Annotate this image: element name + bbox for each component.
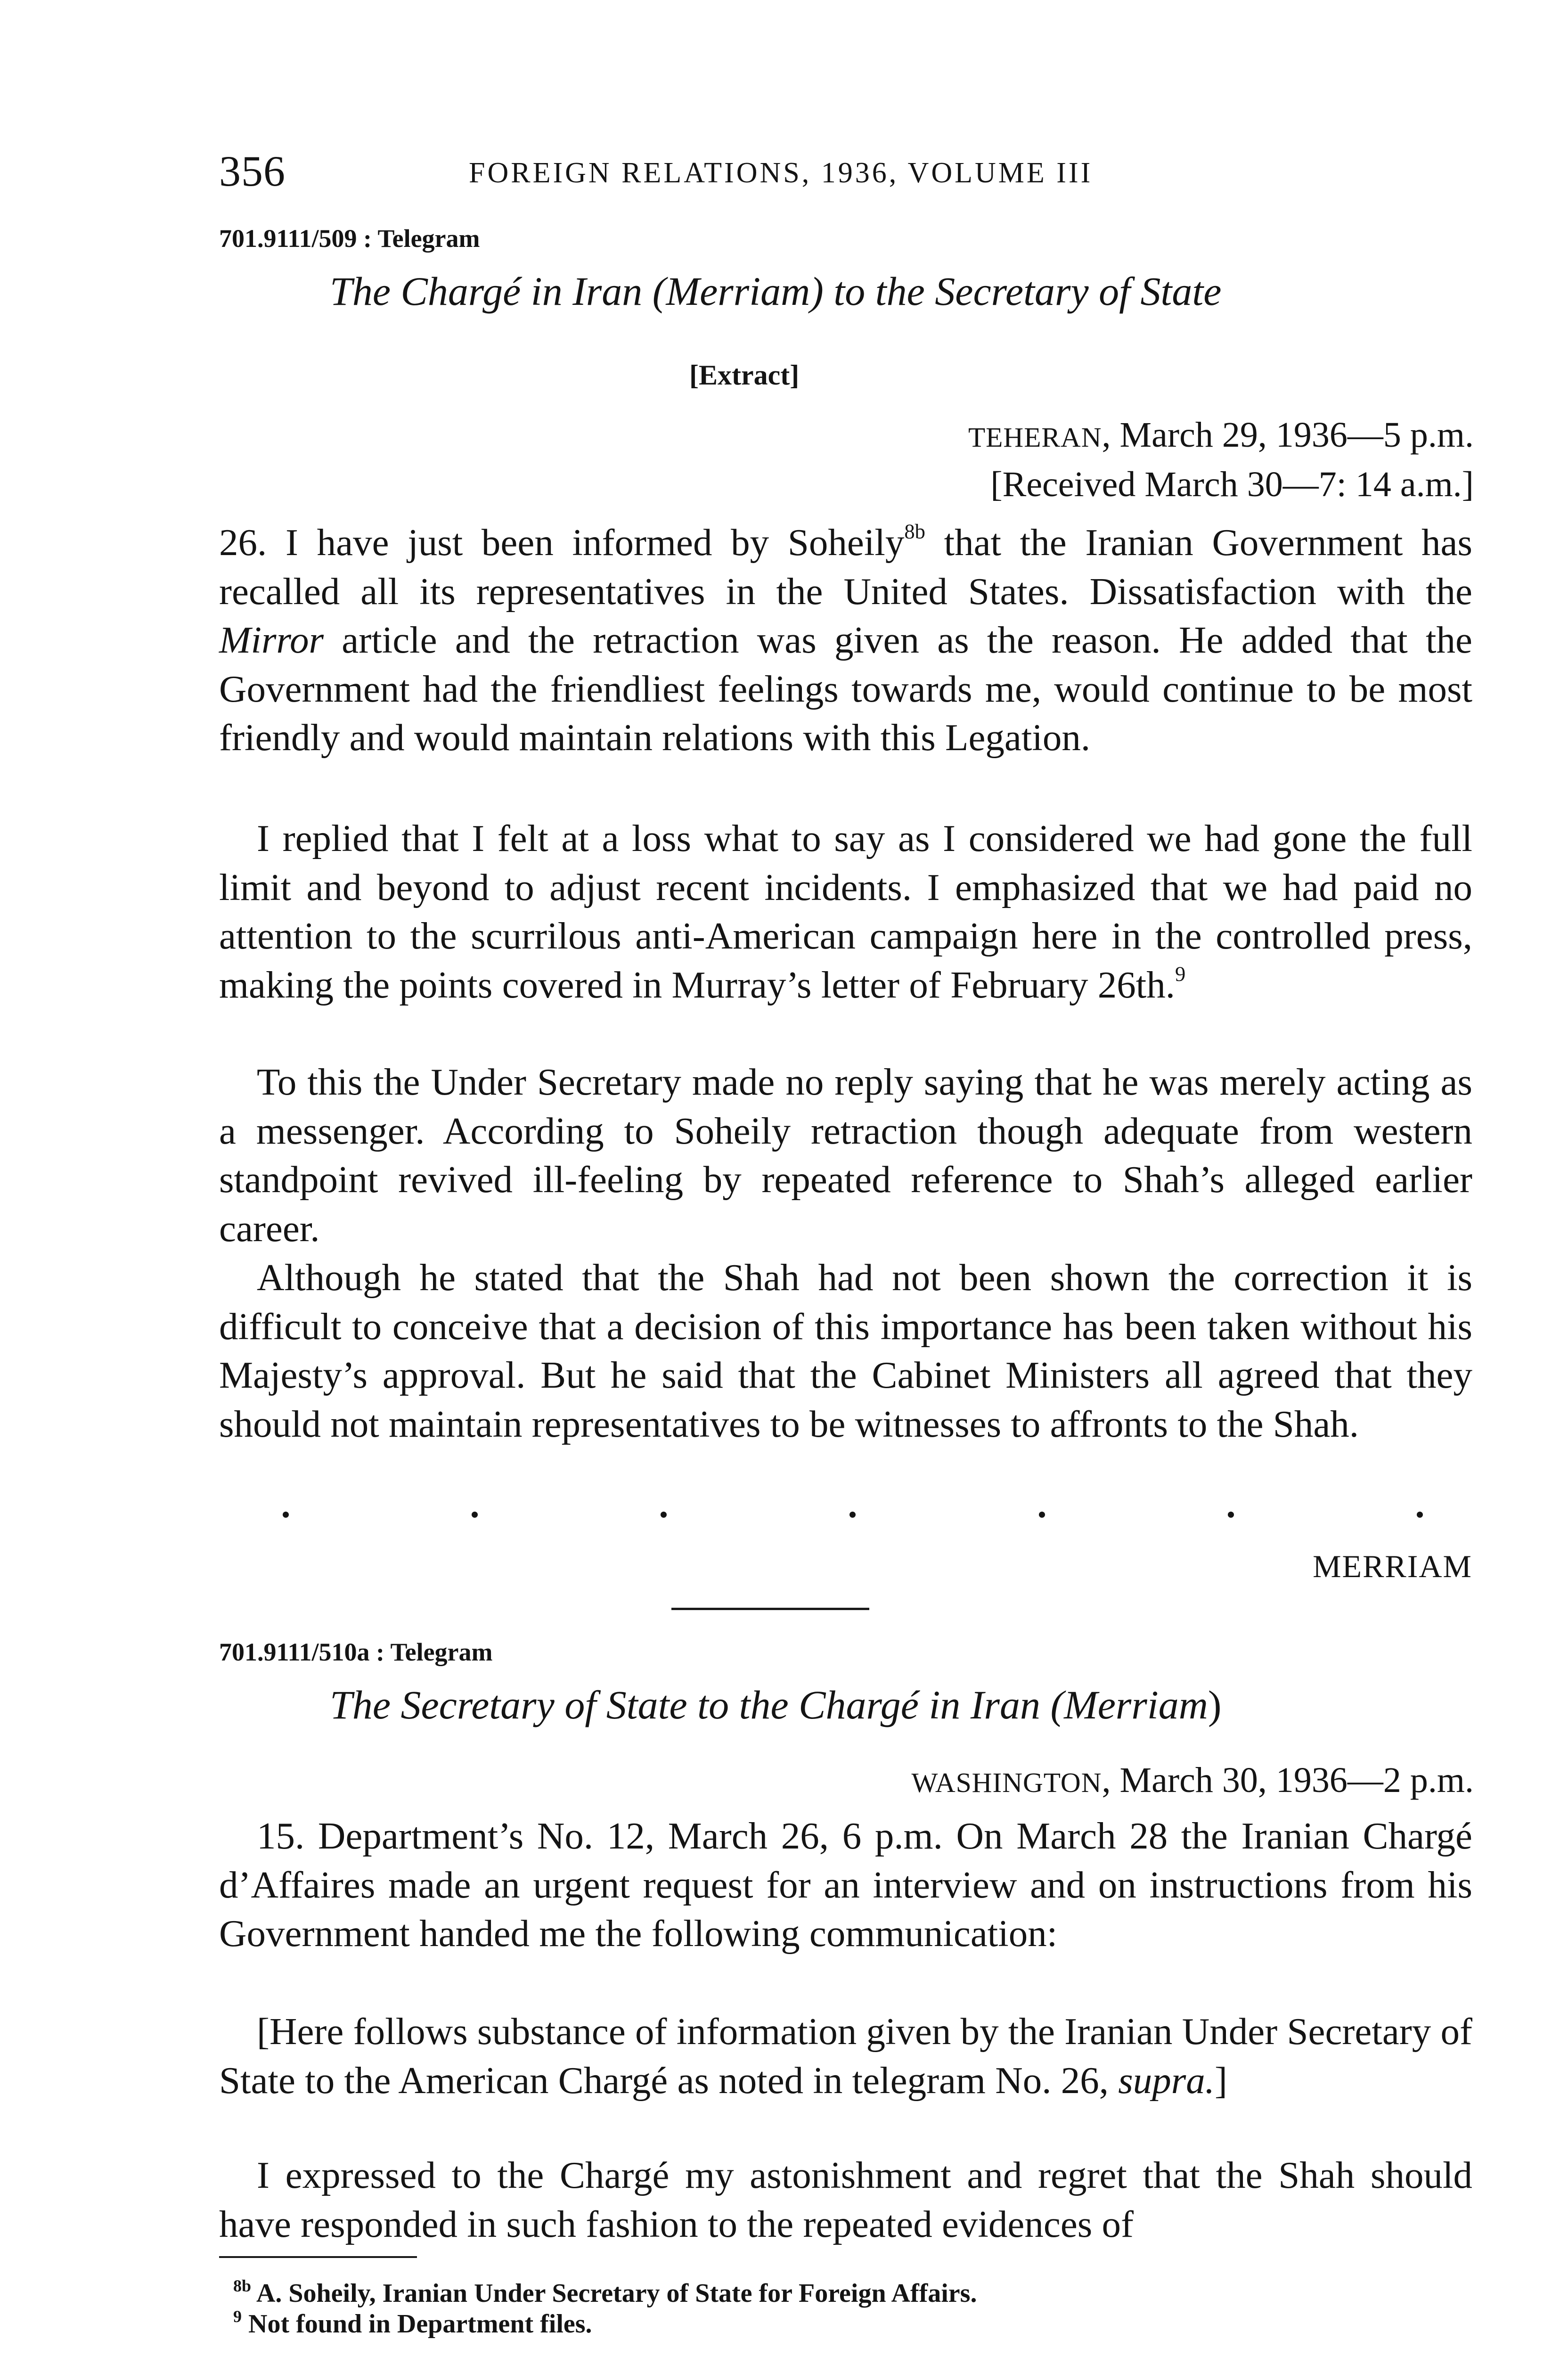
doc2-dateline — [912, 1760, 1474, 1801]
footnote-ref-8b: 8b — [904, 519, 925, 543]
page-number: 356 — [219, 147, 286, 195]
doc1-dateline — [968, 415, 1474, 456]
doc2-paragraph-3: I expressed to the Chargé my astonishment and regret that the Shah should have responded in such fashion to the repeated evidences of — [219, 2154, 1472, 2245]
omission-dot — [1228, 1512, 1234, 1518]
footnote-rule — [219, 2256, 417, 2258]
doc1-date: , March 29, 1936—5 p.m. — [1102, 415, 1474, 455]
omission-dot — [1417, 1512, 1423, 1518]
doc1-place: TEHERAN — [968, 422, 1102, 453]
doc1-paragraph-1: 26. I have just been informed by Soheily$^{8b}$ that the Iranian Government has recalled all its representatives in the United States. Dissatisfaction with the Mirror article and the retraction was given as the reason. He added that the Government had the friendliest feelings towards me, would continue to be most friendly and would maintain relations with this Legation. — [219, 519, 1472, 759]
doc1-received: [Received March 30—7: 14 a.m.] — [990, 465, 1474, 504]
doc1-extract-label: [Extract] — [689, 360, 800, 391]
doc1-paragraph-4: Although he stated that the Shah had not been shown the correction it is difficult to conceive that a decision of this importance has been taken without his Majesty’s approval. But he said that the Cabinet Ministers all agreed that they should not maintain representatives to be witnesses to affronts to the Shah. — [219, 1256, 1472, 1445]
doc1-heading — [330, 268, 1221, 315]
doc2-place: WASHINGTON — [911, 1767, 1102, 1798]
footnote-ref-9: 9 — [1175, 961, 1186, 985]
doc1-heading-name: Merriam — [666, 269, 810, 314]
footnote-9: $^9$ Not found in Department files. — [233, 2307, 592, 2339]
running-head — [219, 146, 1472, 198]
omission-dot — [849, 1512, 856, 1518]
omission-dot — [283, 1512, 289, 1518]
doc1-heading-pre: The Chargé in Iran ( — [330, 269, 666, 314]
doc1-heading-post: ) to the Secretary of State — [810, 269, 1222, 314]
footnote-8b: $^{8b}$ A. Soheily, Iranian Under Secretary of State for Foreign Affairs. — [233, 2276, 977, 2308]
doc2-heading — [330, 1681, 1221, 1728]
doc1-file-reference: 701.9111/509 : Telegram — [219, 224, 480, 253]
doc2-date: , March 30, 1936—2 p.m. — [1102, 1760, 1474, 1800]
running-title: FOREIGN RELATIONS, 1936, VOLUME III — [469, 157, 1093, 189]
doc2-paragraph-1: 15. Department’s No. 12, March 26, 6 p.m. On March 28 the Iranian Chargé d’Affaires made an urgent request for an interview and on instructions from his Government handed me the following communication: — [219, 1815, 1472, 1955]
section-divider — [671, 1608, 869, 1610]
doc1-signature: MERRIAM — [1313, 1548, 1472, 1584]
doc2-paragraph-2: [Here follows substance of information given by the Iranian Under Secretary of State to the American Chargé as noted in telegram No. 26, supra.] — [219, 2010, 1472, 2102]
doc2-heading-pre: The Secretary of State to the Chargé in Iran ( — [330, 1682, 1064, 1727]
doc2-heading-name: Merriam — [1064, 1682, 1208, 1727]
doc2-file-reference: 701.9111/510a : Telegram — [219, 1638, 493, 1666]
doc1-paragraph-2: I replied that I felt at a loss what to say as I considered we had gone the full limit and beyond to adjust recent incidents. I emphasized that we had paid no attention to the scurrilous anti-American campaign here in the controlled press, making the points covered in Murray’s letter of February 26th.$^9$ — [219, 817, 1472, 1006]
doc1-paragraph-3: To this the Under Secretary made no reply saying that he was merely acting as a messenger. According to Soheily retraction though adequate from western standpoint revived ill-feeling by repeated reference to Shah’s alleged earlier career. — [219, 1061, 1472, 1250]
omission-dot — [661, 1512, 667, 1518]
omission-dots — [283, 1502, 1423, 1530]
omission-dot — [472, 1512, 478, 1518]
doc2-heading-post: ) — [1208, 1682, 1222, 1727]
omission-dot — [1039, 1512, 1045, 1518]
